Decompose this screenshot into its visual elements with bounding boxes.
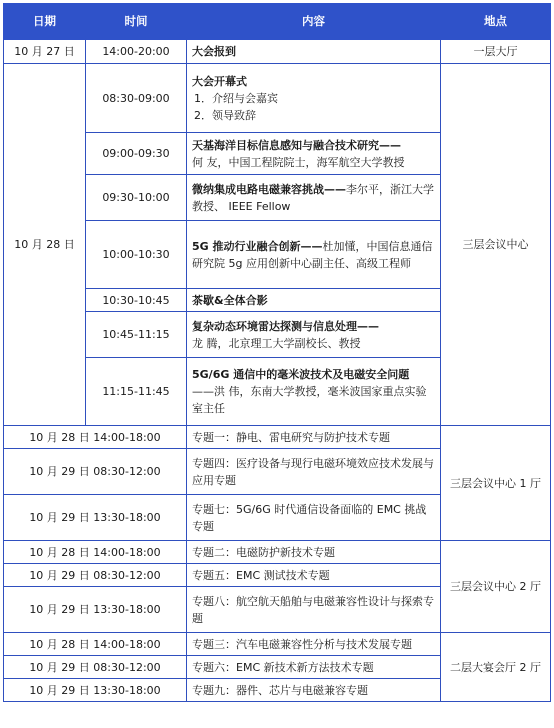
session-title: 大会开幕式	[192, 74, 247, 88]
time-cell: 10:45-11:15	[86, 312, 187, 358]
content-cell: 专题七：5G/6G 时代通信设备面临的 EMC 挑战专题	[187, 495, 441, 541]
location-cell: 三层会议中心	[441, 64, 551, 426]
location-cell: 三层会议中心 1 厅	[441, 426, 551, 541]
datetime-cell: 10 月 29 日 08:30-12:00	[4, 564, 187, 587]
content-cell	[187, 133, 441, 175]
time-cell: 11:15-11:45	[86, 358, 187, 426]
session-title: 微纳集成电路电磁兼容挑战——	[192, 182, 346, 196]
table-row	[4, 64, 551, 133]
datetime-cell: 10 月 29 日 13:30-18:00	[4, 679, 187, 702]
location-cell: 一层大厅	[441, 40, 551, 64]
content-cell	[187, 221, 441, 289]
session-speaker: 杜加懂，中国信息通信研究院 5g 应用创新中心副主任、高级工程师	[192, 239, 433, 270]
datetime-cell: 10 月 28 日 14:00-18:00	[4, 426, 187, 449]
content-cell: 专题八：航空航天船舶与电磁兼容性设计与探索专题	[187, 587, 441, 633]
session-speaker: 何 友，中国工程院院士，海军航空大学教授	[192, 155, 405, 169]
table-row	[4, 40, 551, 64]
time-cell: 14:00-20:00	[86, 40, 187, 64]
content-cell: 茶歇&全体合影	[187, 289, 441, 312]
session-title: 5G 推动行业融合创新——	[192, 239, 323, 253]
time-cell: 10:30-10:45	[86, 289, 187, 312]
datetime-cell: 10 月 29 日 08:30-12:00	[4, 449, 187, 495]
table-row	[4, 541, 551, 564]
content-cell	[187, 312, 441, 358]
time-cell: 10:00-10:30	[86, 221, 187, 289]
table-row	[4, 633, 551, 656]
content-cell: 专题一：静电、雷电研究与防护技术专题	[187, 426, 441, 449]
content-cell: 大会报到	[187, 40, 441, 64]
content-cell: 专题九：器件、芯片与电磁兼容专题	[187, 679, 441, 702]
time-cell: 08:30-09:00	[86, 64, 187, 133]
datetime-cell: 10 月 28 日 14:00-18:00	[4, 541, 187, 564]
session-item: 1．介绍与会嘉宾	[194, 91, 278, 105]
datetime-cell: 10 月 29 日 13:30-18:00	[4, 495, 187, 541]
header-date: 日期	[4, 4, 86, 40]
date-cell: 10 月 27 日	[4, 40, 86, 64]
content-cell	[187, 64, 441, 133]
time-cell: 09:00-09:30	[86, 133, 187, 175]
location-cell: 三层会议中心 2 厅	[441, 541, 551, 633]
session-speaker: ——洪 伟，东南大学教授，毫米波国家重点实验室主任	[192, 385, 427, 415]
content-cell: 专题二：电磁防护新技术专题	[187, 541, 441, 564]
content-cell: 专题四：医疗设备与现行电磁环境效应技术发展与应用专题	[187, 449, 441, 495]
session-speaker: 李尔平，浙江大学教授、 IEEE Fellow	[192, 182, 434, 213]
session-title: 天基海洋目标信息感知与融合技术研究——	[192, 138, 401, 152]
date-cell: 10 月 28 日	[4, 64, 86, 426]
session-item: 2．领导致辞	[194, 108, 256, 122]
content-cell	[187, 358, 441, 426]
header-time: 时间	[86, 4, 187, 40]
session-speaker: 龙 腾，北京理工大学副校长、教授	[192, 336, 361, 350]
content-cell	[187, 175, 441, 221]
schedule-table	[3, 3, 551, 702]
session-title: 复杂动态环境雷达探测与信息处理——	[192, 319, 379, 333]
table-row	[4, 426, 551, 449]
datetime-cell: 10 月 29 日 08:30-12:00	[4, 656, 187, 679]
content-cell: 专题五：EMC 测试技术专题	[187, 564, 441, 587]
content-cell: 专题六：EMC 新技术新方法技术专题	[187, 656, 441, 679]
header-location: 地点	[441, 4, 551, 40]
time-cell: 09:30-10:00	[86, 175, 187, 221]
location-cell: 二层大宴会厅 2 厅	[441, 633, 551, 702]
content-cell: 专题三：汽车电磁兼容性分析与技术发展专题	[187, 633, 441, 656]
datetime-cell: 10 月 29 日 13:30-18:00	[4, 587, 187, 633]
datetime-cell: 10 月 28 日 14:00-18:00	[4, 633, 187, 656]
session-title: 5G/6G 通信中的毫米波技术及电磁安全问题	[192, 368, 410, 381]
header-content: 内容	[187, 4, 441, 40]
header-row	[4, 4, 551, 40]
